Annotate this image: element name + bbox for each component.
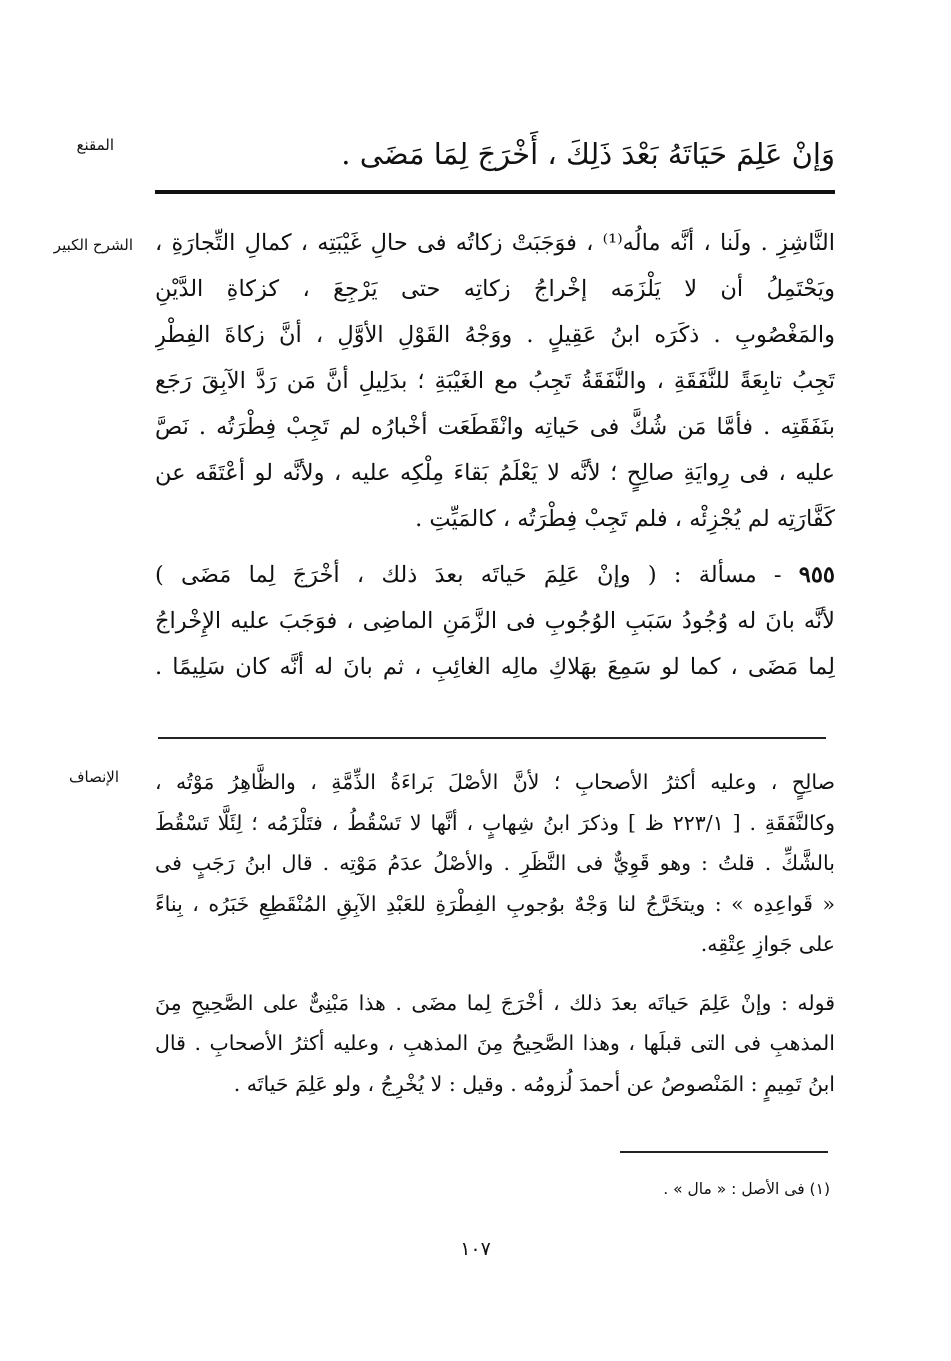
sharh-line: تَجِبُ تابِعَةً للنَّفَقَةِ ، والنَّفَقَةُ تَجِبُ مع الغَيْبَةِ ؛ بدَلِيلِ أنَّ مَن رَدَّ الآبِقَ رَجَع xyxy=(155,368,835,394)
sharh-line: كَفَّارَتِه لم يُجْزِئْه ، فلم تَجِبْ فِطْرَتُه ، كالمَيِّتِ . xyxy=(415,506,835,532)
muqni-line: وَإنْ عَلِمَ حَيَاتَهُ بَعْدَ ذَلِكَ ، أَخْرَجَ لِمَا مَضَى . xyxy=(341,137,835,171)
sharh-line: لأنَّه بانَ له وُجُودُ سَبَبِ الوُجُوبِ فى الزَّمَنِ الماضِى ، فوَجَبَ عليه الإِخْراجُ xyxy=(155,608,835,634)
footnote: (١) فى الأصل : « مال » . xyxy=(663,1180,830,1198)
muqni-text xyxy=(155,128,835,180)
footnote-divider xyxy=(620,1151,828,1153)
masala-heading xyxy=(155,552,835,598)
sharh-text xyxy=(155,220,835,690)
insaf-line: على جَوازِ عِتْقِه. xyxy=(700,932,835,956)
insaf-line: ابنُ تَمِيمٍ : المَنْصوصُ عن أحمدَ لُزومُه . وقيل : لا يُخْرِجُ ، ولو عَلِمَ حَياتَه . xyxy=(233,1071,835,1096)
section-divider-thin xyxy=(158,737,826,739)
muqni-section-label: المقنع xyxy=(76,136,114,154)
insaf-line: « قَواعِدِه » : ويتخَرَّجُ لنا وَجْهٌ بوُجوبِ الفِطْرَةِ للعَبْدِ الآبِقِ المُنْقَطِعِ خَبَرُه ، بِناءً xyxy=(155,891,835,916)
insaf-section-label: الإنصاف xyxy=(68,768,119,786)
sharh-line: ويَحْتَمِلُ أن لا يَلْزَمَه إخْراجُ زكاتِه حتى يَرْجِعَ ، كزكاةِ الدَّيْنِ xyxy=(155,276,835,302)
sharh-section-label: الشرح الكبير xyxy=(53,236,133,254)
masala-text: - مسألة : ( وإنْ عَلِمَ حَياتَه بعدَ ذلك ، أخْرَجَ لِما مَضَى ) xyxy=(155,562,799,588)
sharh-line: عليه ، فى رِوايَةِ صالِحٍ ؛ لأنَّه لا يَعْلَمُ بَقاءَ مِلْكِه عليه ، ولأنَّه لو أعْتَقَه عن xyxy=(155,460,835,486)
masala-number: ٩٥٥ xyxy=(798,562,835,588)
insaf-line: صالِحٍ ، وعليه أكثرُ الأصحابِ ؛ لأنَّ الأصْلَ بَراءَةُ الذِّمَّةِ ، والظَّاهِرُ مَوْتُه ، xyxy=(155,770,835,794)
sharh-line: لِما مَضَى ، كما لو سَمِعَ بهَلاكِ مالِه الغائِبِ ، ثم بانَ له أنَّه كان سَلِيمًا . xyxy=(155,654,835,680)
sharh-line: والمَغْصُوبِ . ذكَرَه ابنُ عَقِيلٍ . ووَجْهُ القَوْلِ الأوَّلِ ، أنَّ زكاةَ الفِطْرِ xyxy=(155,322,835,348)
insaf-text xyxy=(155,762,835,1104)
insaf-line: قوله : وإنْ عَلِمَ حَياتَه بعدَ ذلك ، أخْرَجَ لِما مضَى . هذا مَبْنِىٌّ على الصَّحِيحِ مِنَ xyxy=(155,990,835,1015)
page-number: ١٠٧ xyxy=(460,1238,491,1260)
insaf-line: وكالنَّفَقَةِ . [ ٢٢٣/١ ظ ] وذكرَ ابنُ شِهابٍ ، أنَّها لا تَسْقُطُ ، فتَلْزَمُه ؛ لِئَلَّا تَسْقُطَ xyxy=(155,810,835,835)
insaf-line: المذهبِ فى التى قبلَها ، وهذا الصَّحِيحُ مِنَ المذهبِ ، وعليه أكثرُ الأصحابِ . قال xyxy=(155,1031,835,1055)
sharh-line: النَّاشِزِ . ولَنا ، أنَّه مالُه⁽¹⁾ ، فوَجَبَتْ زكاتُه فى حالِ غَيْبَتِه ، كمالِ التِّجارَةِ ، xyxy=(155,230,835,256)
insaf-line: بالشَّكِّ . قلتُ : وهو قَوِيٌّ فى النَّظَرِ . والأصْلُ عدَمُ مَوْتِه . قال ابنُ رَجَبٍ فى xyxy=(155,851,835,875)
section-divider-thick xyxy=(155,190,835,194)
sharh-line: بنَفَقَتِه . فأمَّا مَن شُكَّ فى حَياتِه وانْقَطَعَت أخْبارُه لم تَجِبْ فِطْرَتُه . نَصَّ xyxy=(155,414,835,440)
